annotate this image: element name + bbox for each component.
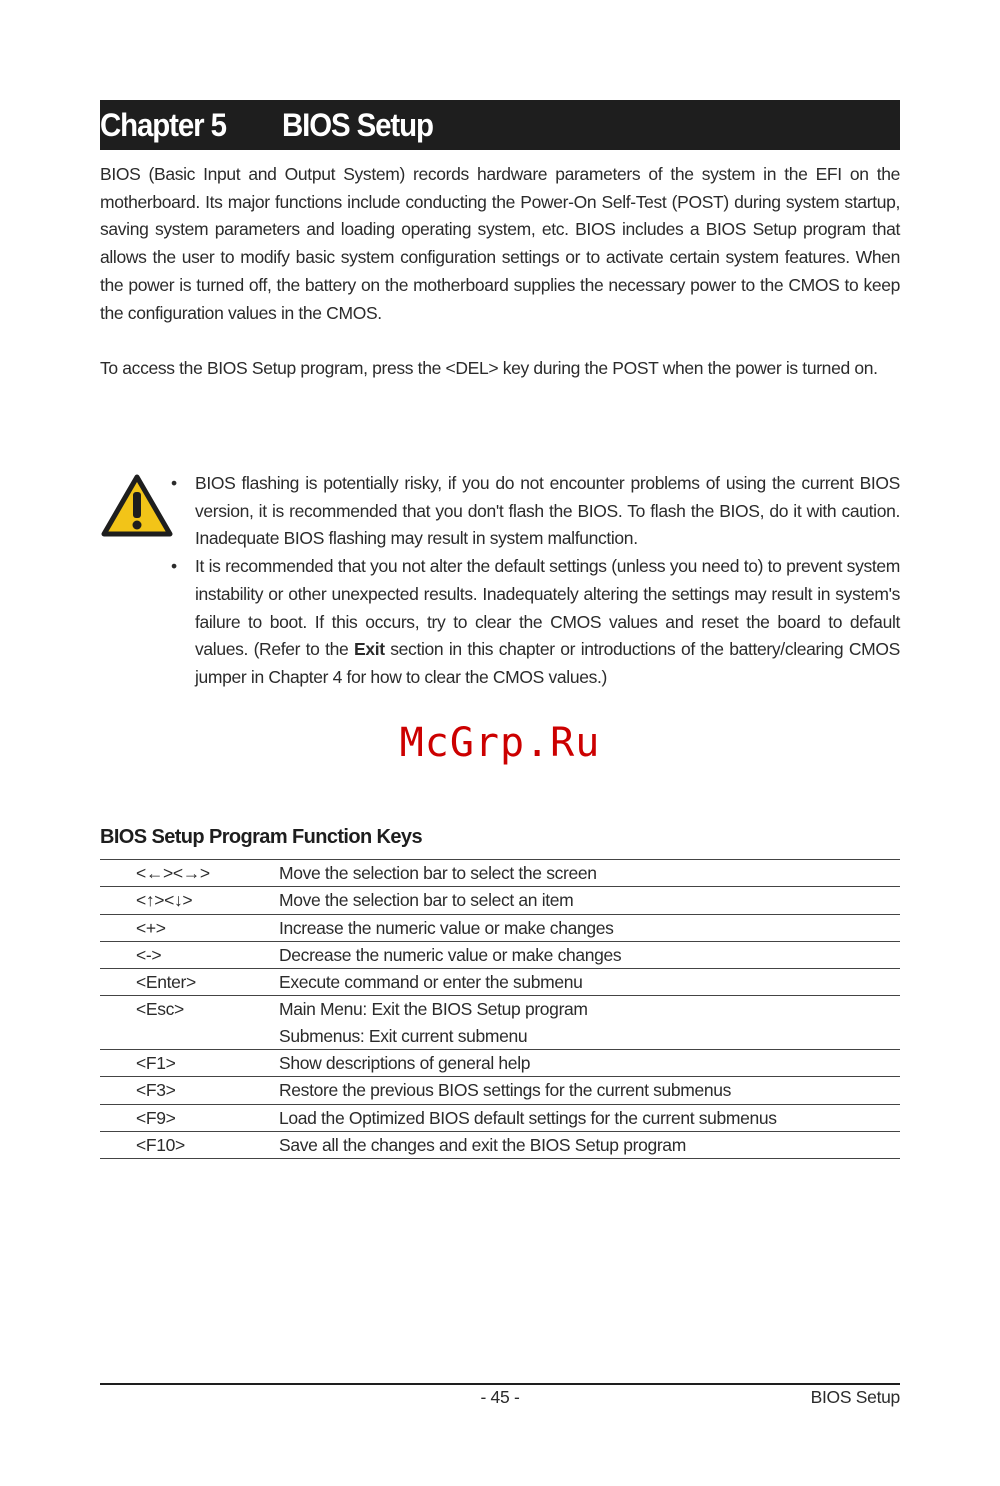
desc-cell: Decrease the numeric value or make changes xyxy=(279,944,622,965)
warning-bullet: • BIOS flashing is potentially risky, if you do not encounter problems of using the current BIOS version, it is recommended that you don't flash the BIOS. To flash the BIOS, do it with caution. Inadequate BIOS flashing may result in system malfunction. xyxy=(165,470,900,553)
desc-cell: Restore the previous BIOS settings for the current submenus xyxy=(279,1080,732,1101)
table-row xyxy=(100,1105,900,1132)
desc-cell: Load the Optimized BIOS default settings for the current submenus xyxy=(279,1107,777,1128)
key-cell: <←><→> xyxy=(136,863,210,883)
desc-cell: Move the selection bar to select the screen xyxy=(279,863,597,883)
watermark: McGrp.Ru xyxy=(399,720,601,766)
desc-line: Submenus: Exit current submenu xyxy=(279,1025,528,1046)
warning-text-defaults xyxy=(195,553,900,692)
key-cell: <-> xyxy=(136,944,162,965)
table-row xyxy=(100,860,900,887)
key-cell: <+> xyxy=(136,917,166,938)
footer-section-title: BIOS Setup xyxy=(810,1387,900,1407)
table-row xyxy=(100,996,900,1050)
warning-text-part: section in this chapter or introductions of the battery/clearing CMOS jumper in Chapter 4 for how to clear the CMOS values.) xyxy=(195,639,900,687)
chapter-title-bar xyxy=(100,100,900,150)
desc-cell: Move the selection bar to select an item xyxy=(279,890,574,911)
warning-triangle-icon xyxy=(100,472,174,540)
table-row xyxy=(100,887,900,914)
table-row xyxy=(100,915,900,942)
key-cell: <F1> xyxy=(136,1053,176,1074)
function-keys-heading: BIOS Setup Program Function Keys xyxy=(100,826,422,848)
table-row xyxy=(100,942,900,969)
exit-reference: Exit xyxy=(354,639,385,660)
warning-notes xyxy=(165,470,900,692)
table-row xyxy=(100,1077,900,1104)
chapter-title: BIOS Setup xyxy=(282,106,433,143)
warning-bullet: • It is recommended that you not alter the default settings (unless you need to) to prevent system instability or other unexpected results. Inadequately altering the settings may result in system's failure to boot. If this occurs, try to clear the CMOS values and reset the board to default values. (Refer to the Exit section in this chapter or introductions of the battery/clearing CMOS jumper in Chapter 4 for how to clear the CMOS values.) xyxy=(165,553,900,692)
key-cell: <F10> xyxy=(136,1134,185,1155)
warning-text-flashing: BIOS flashing is potentially risky, if you do not encounter problems of using the current BIOS version, it is recommended that you don't flash the BIOS. To flash the BIOS, do it with caution. Inadequate BIOS flashing may result in system malfunction. xyxy=(195,473,900,549)
desc-cell xyxy=(279,996,900,1049)
key-cell: <Enter> xyxy=(136,972,196,993)
function-keys-table xyxy=(100,859,900,1159)
desc-cell: Save all the changes and exit the BIOS Setup program xyxy=(279,1134,686,1155)
footer-rule xyxy=(100,1383,900,1385)
access-paragraph: To access the BIOS Setup program, press the <DEL> key during the POST when the power is turned on. xyxy=(100,358,878,378)
page-number: - 45 - xyxy=(480,1387,520,1407)
table-row xyxy=(100,969,900,996)
key-cell: <↑><↓> xyxy=(136,890,193,911)
key-cell: <F9> xyxy=(136,1107,176,1128)
key-cell: <F3> xyxy=(136,1080,176,1101)
desc-cell: Increase the numeric value or make changes xyxy=(279,917,614,938)
table-row xyxy=(100,1050,900,1077)
desc-cell: Show descriptions of general help xyxy=(279,1053,531,1074)
warning-text-part: It is recommended that you not alter the default settings (unless you need to) to prevent system instability or other unexpected results. Inadequately altering the settings may result in system's failure to boot. If this occurs, try to clear the CMOS values and reset the board to default values. (Refer to the xyxy=(195,556,900,660)
chapter-number: Chapter 5 xyxy=(100,106,226,143)
desc-cell: Execute command or enter the submenu xyxy=(279,972,583,993)
intro-paragraph: BIOS (Basic Input and Output System) records hardware parameters of the system in the EFI on the motherboard. Its major functions include conducting the Power-On Self-Test (POST) during system startup, saving system parameters and loading operating system, etc. BIOS includes a BIOS Setup program that allows the user to modify basic system configuration settings or to activate certain system features. When the power is turned off, the battery on the motherboard supplies the necessary power to the CMOS to keep the configuration values in the CMOS. xyxy=(100,164,900,323)
table-row xyxy=(100,1132,900,1159)
desc-line: Main Menu: Exit the BIOS Setup program xyxy=(279,999,588,1020)
key-cell: <Esc> xyxy=(136,999,184,1020)
